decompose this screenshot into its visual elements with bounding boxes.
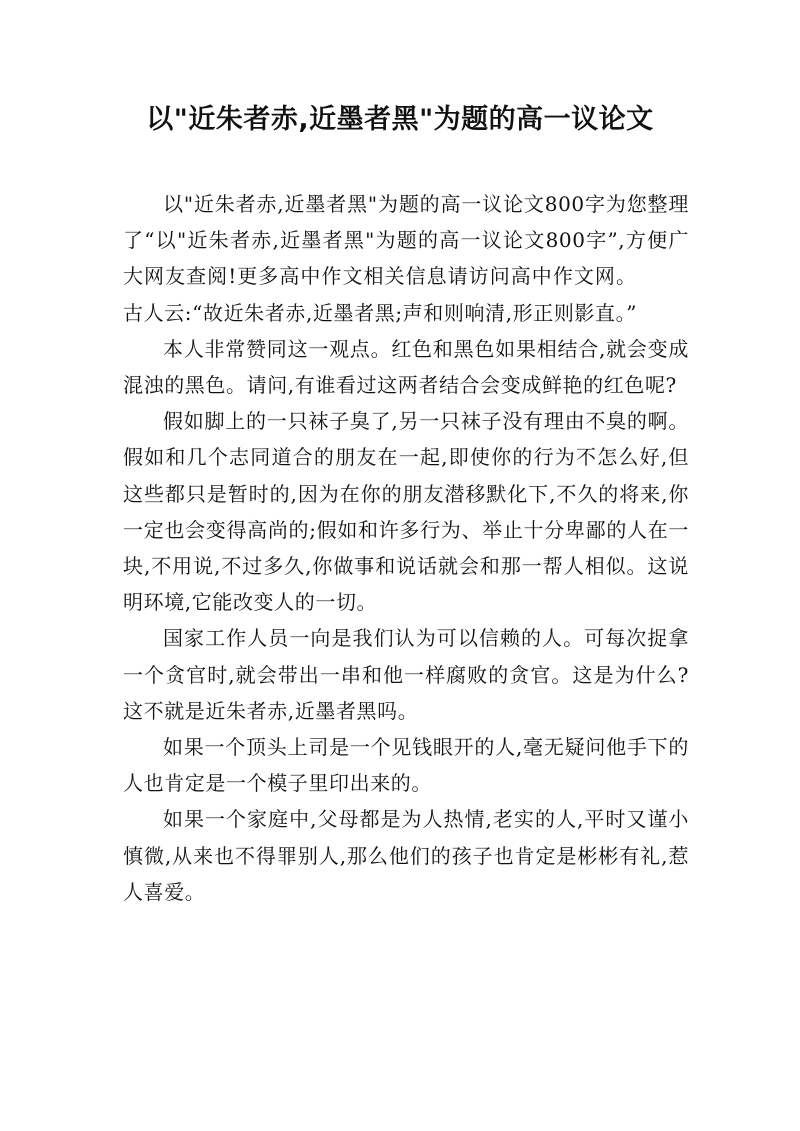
intro-quote: 古人云:“故近朱者赤,近墨者黑;声和则响清,形正则影直。” (123, 300, 638, 325)
paragraph-2: 假如脚上的一只袜子臭了,另一只袜子没有理由不臭的啊。假如和几个志同道合的朋友在一起,即使你的行为不怎么好,但这些都只是暂时的,因为在你的朋友潜移默化下,不久的将来,你一定也会变得高尚的;假如和许多行为、举止十分卑鄙的人在一块,不用说,不过多久,你做事和说话就会和那一帮人相似。这说明环境,它能改变人的一切。 (123, 409, 689, 615)
paragraph-1: 本人非常赞同这一观点。红色和黑色如果相结合,就会变成混浊的黑色。请问,有谁看过这两者结合会变成鲜艳的红色呢? (123, 336, 689, 398)
paragraph-5: 如果一个家庭中,父母都是为人热情,老实的人,平时又谨小慎微,从来也不得罪别人,那么他们的孩子也肯定是彬彬有礼,惹人喜爱。 (123, 807, 689, 904)
document-title: 以"近朱者赤,近墨者黑"为题的高一议论文 (146, 104, 654, 135)
paragraph-4: 如果一个顶头上司是一个见钱眼开的人,毫无疑问他手下的人也肯定是一个模子里印出来的。 (123, 735, 689, 796)
intro-text: 以"近朱者赤,近墨者黑"为题的高一议论文800字为您整理了“以"近朱者赤,近墨者黑"为题的高一议论文800字”,方便广大网友查阅!更多高中作文相关信息请访问高中作文网。 (123, 192, 689, 289)
document-body (123, 186, 689, 910)
intro-paragraph (123, 186, 689, 331)
paragraph-3: 国家工作人员一向是我们认为可以信赖的人。可每次捉拿一个贪官时,就会带出一串和他一样腐败的贪官。这是为什么?这不就是近朱者赤,近墨者黑吗。 (123, 626, 689, 723)
